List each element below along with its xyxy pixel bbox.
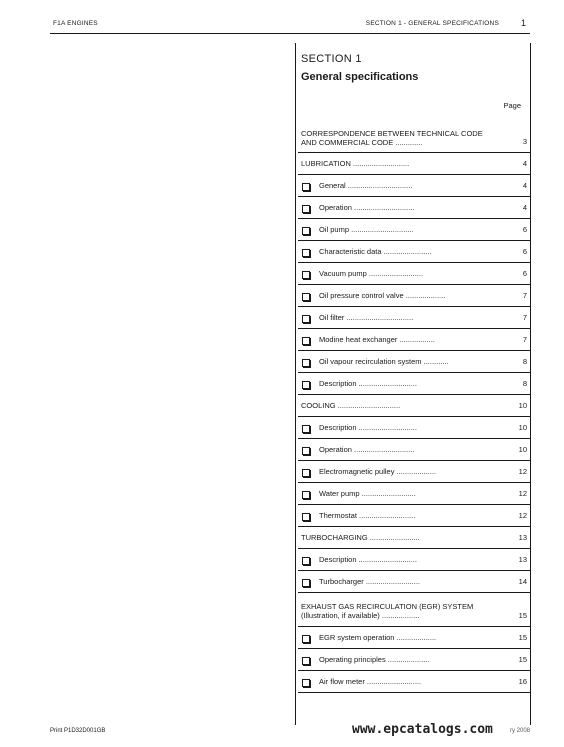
toc-row[interactable] <box>298 527 530 549</box>
toc-entry-page: 16 <box>518 677 527 686</box>
toc-row[interactable] <box>298 175 530 197</box>
checkbox-icon <box>302 315 310 323</box>
toc-row[interactable] <box>298 241 530 263</box>
toc-entry-label: Thermostat ........................... <box>319 511 416 520</box>
toc-entry-label: Characteristic data ....................... <box>319 247 432 256</box>
toc-entry-page: 12 <box>518 467 527 476</box>
checkbox-icon <box>302 205 310 213</box>
header-rule <box>50 33 530 34</box>
toc-entry-page: 15 <box>518 633 527 642</box>
toc-row[interactable] <box>298 351 530 373</box>
checkbox-icon <box>302 635 310 643</box>
toc-row[interactable] <box>298 329 530 351</box>
toc-entry-page: 13 <box>518 533 527 542</box>
toc-entry-page: 12 <box>518 511 527 520</box>
header-page-number: 1 <box>520 18 526 28</box>
footer-date: ry 2008 <box>509 728 530 734</box>
toc-entry-label: EGR system operation ................... <box>319 633 437 642</box>
toc-entry-page: 4 <box>522 203 527 212</box>
toc-row[interactable] <box>298 549 530 571</box>
checkbox-icon <box>302 249 310 257</box>
page-column-label: Page <box>503 101 521 110</box>
toc-entry-label: Modine heat exchanger ................. <box>319 335 435 344</box>
toc-entry-label: Air flow meter .......................... <box>319 677 422 686</box>
checkbox-icon <box>302 337 310 345</box>
table-of-contents <box>298 127 530 693</box>
toc-row[interactable] <box>298 263 530 285</box>
toc-row[interactable] <box>298 593 530 627</box>
footer-print-code: Print P1D32D001GB <box>50 728 106 734</box>
checkbox-icon <box>302 293 310 301</box>
checkbox-icon <box>302 557 310 565</box>
toc-entry-label: EXHAUST GAS RECIRCULATION (EGR) SYSTEM (Illustration, if available) .................. <box>301 602 474 620</box>
toc-entry-page: 12 <box>518 489 527 498</box>
toc-entry-label: Electromagnetic pulley ................... <box>319 467 437 476</box>
toc-entry-page: 6 <box>522 225 527 234</box>
watermark: www.epcatalogs.com <box>352 722 493 737</box>
toc-row[interactable] <box>298 649 530 671</box>
toc-entry-page: 10 <box>518 423 527 432</box>
toc-entry-page: 8 <box>522 379 527 388</box>
toc-entry-page: 8 <box>522 357 527 366</box>
checkbox-icon <box>302 491 310 499</box>
toc-row[interactable] <box>298 417 530 439</box>
header-section-title: SECTION 1 - GENERAL SPECIFICATIONS <box>365 20 499 27</box>
toc-row[interactable] <box>298 307 530 329</box>
toc-row[interactable] <box>298 373 530 395</box>
toc-entry-page: 4 <box>522 159 527 168</box>
toc-entry-page: 6 <box>522 269 527 278</box>
checkbox-icon <box>302 359 310 367</box>
toc-row[interactable] <box>298 483 530 505</box>
toc-entry-label: Description ............................ <box>319 423 417 432</box>
toc-entry-page: 7 <box>522 313 527 322</box>
toc-row[interactable] <box>298 571 530 593</box>
toc-entry-label: Operating principles .................... <box>319 655 430 664</box>
checkbox-icon <box>302 425 310 433</box>
toc-entry-page: 6 <box>522 247 527 256</box>
toc-entry-label: Oil pressure control valve ................... <box>319 291 446 300</box>
toc-entry-page: 10 <box>518 401 527 410</box>
toc-entry-page: 7 <box>522 291 527 300</box>
checkbox-icon <box>302 657 310 665</box>
toc-row[interactable] <box>298 505 530 527</box>
checkbox-icon <box>302 447 310 455</box>
toc-row[interactable] <box>298 219 530 241</box>
toc-row[interactable] <box>298 127 530 153</box>
toc-row[interactable] <box>298 197 530 219</box>
toc-entry-label: Oil vapour recirculation system ............ <box>319 357 449 366</box>
toc-entry-label: Description ............................ <box>319 379 417 388</box>
header-left-title: F1A ENGINES <box>53 20 98 27</box>
toc-entry-page: 15 <box>518 655 527 664</box>
toc-entry-label: Vacuum pump .......................... <box>319 269 424 278</box>
toc-entry-label: Oil filter ................................ <box>319 313 414 322</box>
checkbox-icon <box>302 381 310 389</box>
toc-entry-page: 4 <box>522 181 527 190</box>
toc-row[interactable] <box>298 395 530 417</box>
checkbox-icon <box>302 271 310 279</box>
toc-entry-page: 10 <box>518 445 527 454</box>
toc-row[interactable] <box>298 439 530 461</box>
toc-entry-label: Water pump .......................... <box>319 489 416 498</box>
toc-entry-label: Operation ............................. <box>319 445 415 454</box>
toc-entry-label: Operation ............................. <box>319 203 415 212</box>
toc-entry-page: 7 <box>522 335 527 344</box>
toc-entry-page: 3 <box>522 137 527 146</box>
toc-row[interactable] <box>298 153 530 175</box>
toc-row[interactable] <box>298 285 530 307</box>
toc-entry-label: COOLING .............................. <box>301 401 401 410</box>
toc-entry-label: General ............................... <box>319 181 413 190</box>
toc-entry-label: Oil pump .............................. <box>319 225 414 234</box>
toc-entry-page: 13 <box>518 555 527 564</box>
checkbox-icon <box>302 579 310 587</box>
toc-left-rule <box>295 43 296 725</box>
checkbox-icon <box>302 679 310 687</box>
checkbox-icon <box>302 513 310 521</box>
toc-right-rule <box>530 43 531 725</box>
section-title: SECTION 1 <box>301 53 362 65</box>
checkbox-icon <box>302 227 310 235</box>
checkbox-icon <box>302 469 310 477</box>
toc-row[interactable] <box>298 461 530 483</box>
toc-entry-page: 15 <box>518 611 527 620</box>
toc-entry-label: Description ............................ <box>319 555 417 564</box>
toc-entry-page: 14 <box>518 577 527 586</box>
toc-entry-label: Turbocharger .......................... <box>319 577 421 586</box>
toc-entry-label: LUBRICATION ........................... <box>301 159 410 168</box>
section-subtitle: General specifications <box>301 71 419 83</box>
toc-entry-label: TURBOCHARGING ........................ <box>301 533 420 542</box>
toc-entry-label: CORRESPONDENCE BETWEEN TECHNICAL CODE AND COMMERCIAL CODE ............. <box>301 129 483 147</box>
checkbox-icon <box>302 183 310 191</box>
toc-row[interactable] <box>298 671 530 693</box>
toc-row[interactable] <box>298 627 530 649</box>
